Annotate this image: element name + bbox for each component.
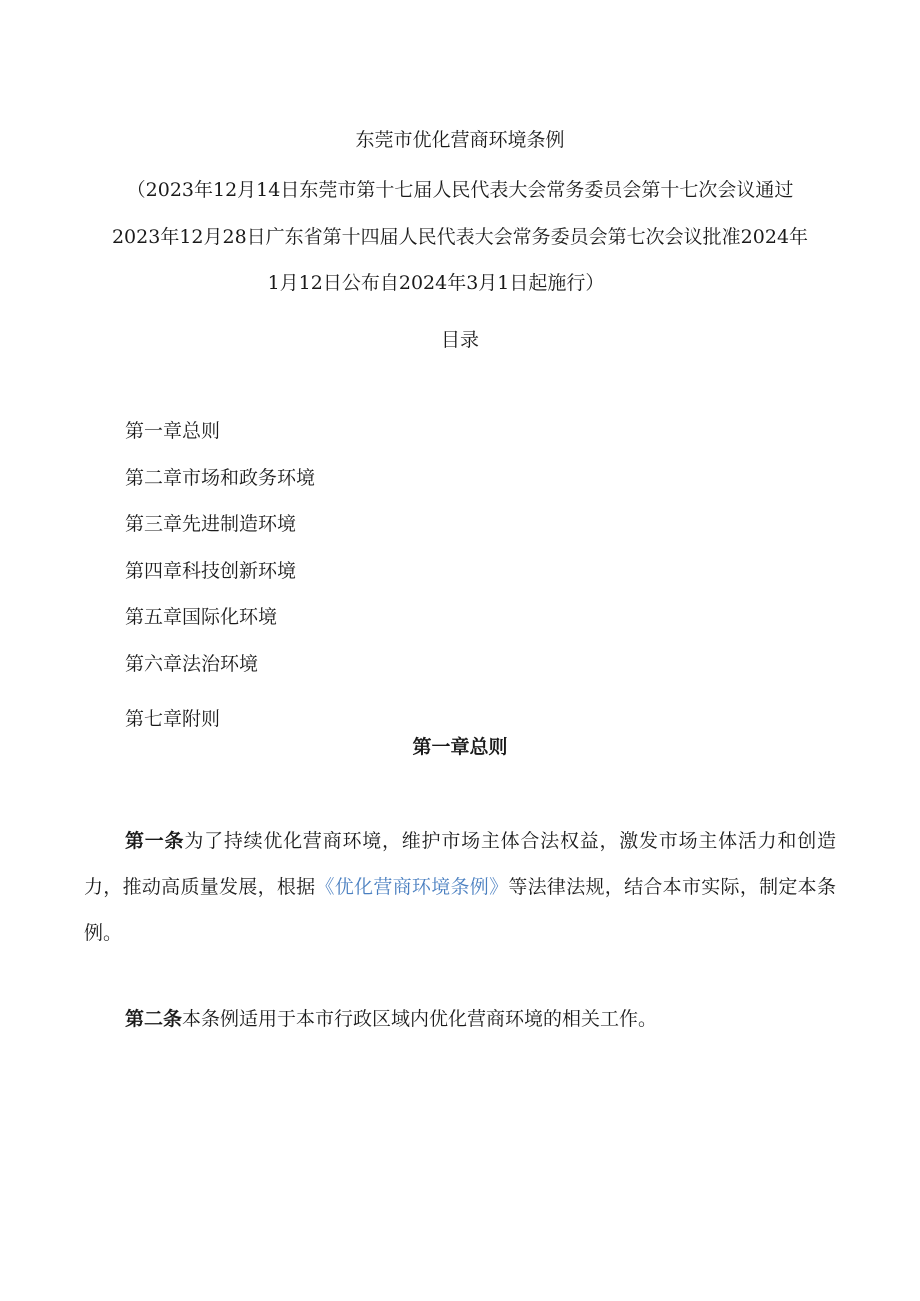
subtitle-line-2: 2023年12月28日广东省第十四届人民代表大会常务委员会第七次会议批准2024年	[111, 226, 809, 248]
toc-item-chapter-4[interactable]: 第四章科技创新环境	[125, 559, 297, 582]
law-reference-link[interactable]: 《优化营商环境条例》	[315, 876, 509, 898]
toc-item-chapter-7[interactable]: 第七章附则	[125, 708, 221, 730]
article-1-label: 第一条	[125, 830, 185, 852]
article-1-text-before-link: 为了持续优化营商环境，维护市场主体合法权益，激发市场主体活力和创造力，推动高质量发展，根据	[84, 830, 836, 898]
article-1	[84, 818, 836, 956]
toc-item-chapter-3[interactable]: 第三章先进制造环境	[125, 513, 297, 535]
subtitle-line-3: 1月12日公布自2024年3月1日起施行）	[267, 272, 605, 294]
chapter-1-heading: 第一章总则	[412, 736, 508, 758]
toc-item-chapter-5[interactable]: 第五章国际化环境	[125, 606, 278, 628]
article-2-text: 本条例适用于本市行政区域内优化营商环境的相关工作。	[182, 1008, 658, 1030]
article-2	[84, 996, 836, 1042]
subtitle-line-1: （2023年12月14日东莞市第十七届人民代表大会常务委员会第十七次会议通过	[126, 179, 794, 201]
toc-item-chapter-1[interactable]: 第一章总则	[125, 420, 221, 442]
toc-heading: 目录	[440, 329, 479, 351]
article-1-text-after-link: 等法律法规，结合本市实际，制定本条例。	[84, 876, 836, 944]
document-title: 东莞市优化营商环境条例	[355, 129, 565, 151]
article-2-label: 第二条	[125, 1008, 183, 1030]
toc-item-chapter-2[interactable]: 第二章市场和政务环境	[125, 466, 316, 489]
toc-item-chapter-6[interactable]: 第六章法治环境	[125, 652, 259, 675]
table-of-contents	[125, 418, 316, 730]
